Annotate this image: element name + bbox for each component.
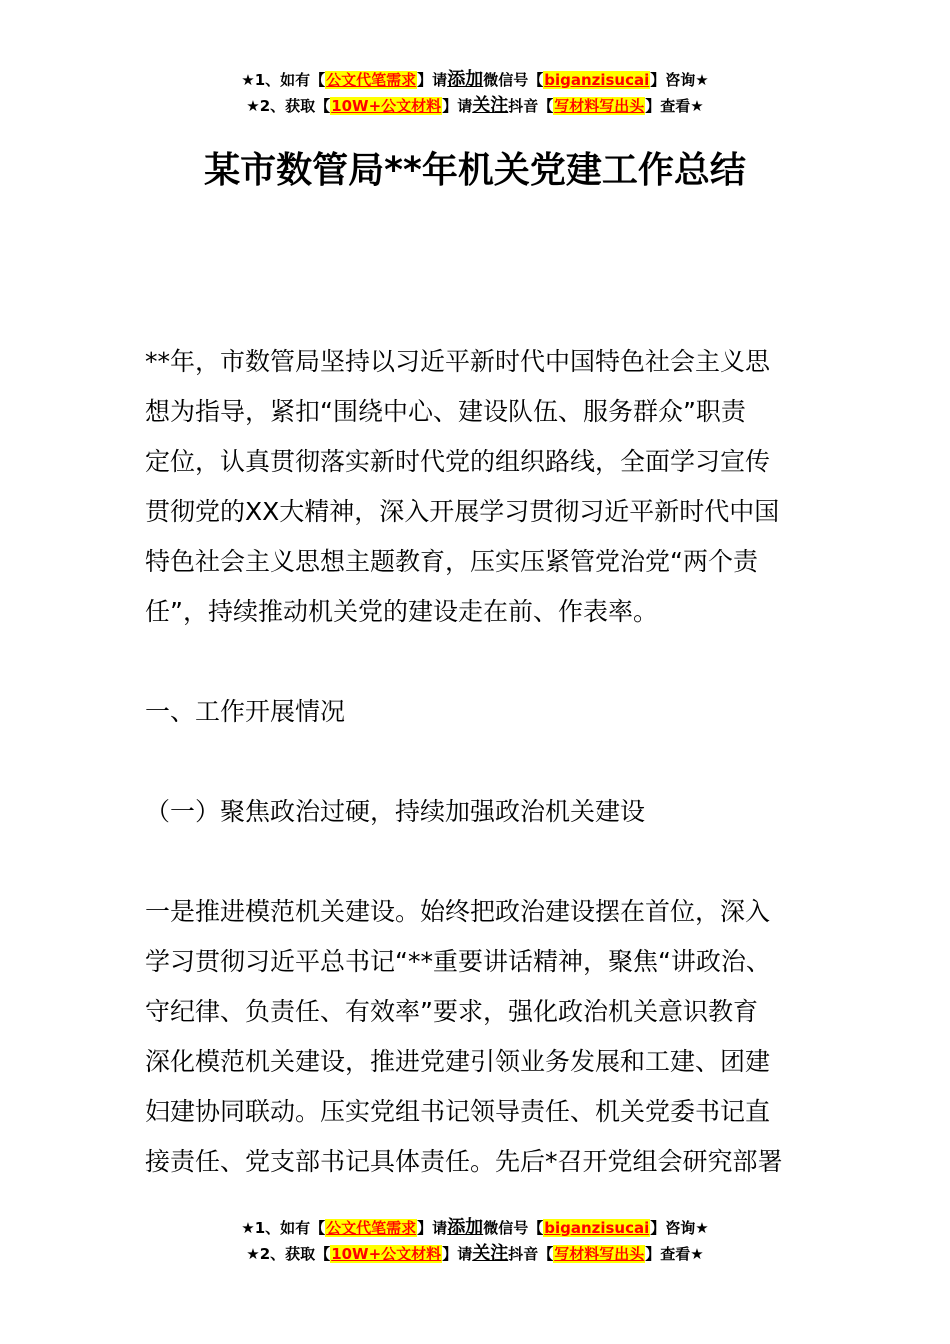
promo-banner-bottom: [0, 1215, 950, 1267]
text-line: 任”，持续推动机关党的建设走在前、作表率。: [145, 597, 658, 626]
promo-text: 】请: [442, 97, 473, 115]
promo-text: 抖音【: [508, 97, 554, 115]
promo-text: 】咨询★: [650, 71, 709, 89]
promo-highlight: biganzisucai: [544, 1219, 650, 1237]
text-line: 一是推进模范机关建设。始终把政治建设摆在首位，深入: [145, 897, 771, 926]
promo-emphasis: 添加: [447, 69, 484, 90]
promo-highlight: 写材料写出头: [554, 1245, 645, 1263]
promo-text: ★2、获取【: [246, 1245, 331, 1263]
text-line: 学习贯彻习近平总书记“**重要讲话精神，聚焦“讲政治、: [145, 947, 771, 976]
promo-text: 】请: [417, 71, 448, 89]
promo-line-1: [0, 1215, 950, 1241]
text-line: **年，市数管局坚持以习近平新时代中国特色社会主义思: [145, 347, 771, 376]
promo-text: 】请: [442, 1245, 473, 1263]
promo-highlight: 写材料写出头: [554, 97, 645, 115]
text-line: 妇建协同联动。压实党组书记领导责任、机关党委书记直: [145, 1097, 771, 1126]
promo-highlight: 10W+公文材料: [331, 1245, 442, 1263]
promo-highlight: 公文代笔需求: [326, 71, 417, 89]
text-line: 定位，认真贯彻落实新时代党的组织路线，全面学习宣传: [145, 447, 771, 476]
promo-line-2: [0, 93, 950, 119]
spacer: [145, 837, 825, 887]
text-line: 守纪律、负责任、有效率”要求，强化政治机关意识教育: [145, 997, 758, 1026]
promo-banner-top: [0, 67, 950, 119]
promo-highlight: 10W+公文材料: [331, 97, 442, 115]
intro-paragraph: [145, 337, 825, 637]
document-body: [145, 337, 825, 1187]
promo-emphasis: 添加: [447, 1217, 484, 1238]
subsection-heading: （一）聚焦政治过硬，持续加强政治机关建设: [145, 797, 646, 826]
promo-text: 微信号【: [483, 71, 544, 89]
text-line: 接责任、党支部书记具体责任。先后*召开党组会研究部署: [145, 1147, 783, 1176]
text-line: 贯彻党的XX大精神，深入开展学习贯彻习近平新时代中国: [145, 497, 780, 526]
promo-emphasis: 关注: [472, 95, 509, 116]
promo-text: ★1、如有【: [241, 1219, 326, 1237]
text-line: 深化模范机关建设，推进党建引领业务发展和工建、团建: [145, 1047, 771, 1076]
spacer: [145, 637, 825, 687]
promo-text: 微信号【: [483, 1219, 544, 1237]
promo-text: ★2、获取【: [246, 97, 331, 115]
promo-text: 】咨询★: [650, 1219, 709, 1237]
promo-highlight: biganzisucai: [544, 71, 650, 89]
promo-highlight: 公文代笔需求: [326, 1219, 417, 1237]
text-line: 想为指导，紧扣“围绕中心、建设队伍、服务群众”职责: [145, 397, 746, 426]
promo-text: 】查看★: [645, 97, 704, 115]
promo-emphasis: 关注: [472, 1243, 509, 1264]
promo-line-1: [0, 67, 950, 93]
promo-text: 】请: [417, 1219, 448, 1237]
spacer: [145, 737, 825, 787]
promo-text: 】查看★: [645, 1245, 704, 1263]
document-title: 某市数管局**年机关党建工作总结: [204, 150, 746, 191]
promo-line-2: [0, 1241, 950, 1267]
body-paragraph: [145, 887, 825, 1187]
promo-text: 抖音【: [508, 1245, 554, 1263]
text-line: 特色社会主义思想主题教育，压实压紧管党治党“两个责: [145, 547, 758, 576]
section-heading: 一、工作开展情况: [145, 697, 346, 726]
promo-text: ★1、如有【: [241, 71, 326, 89]
